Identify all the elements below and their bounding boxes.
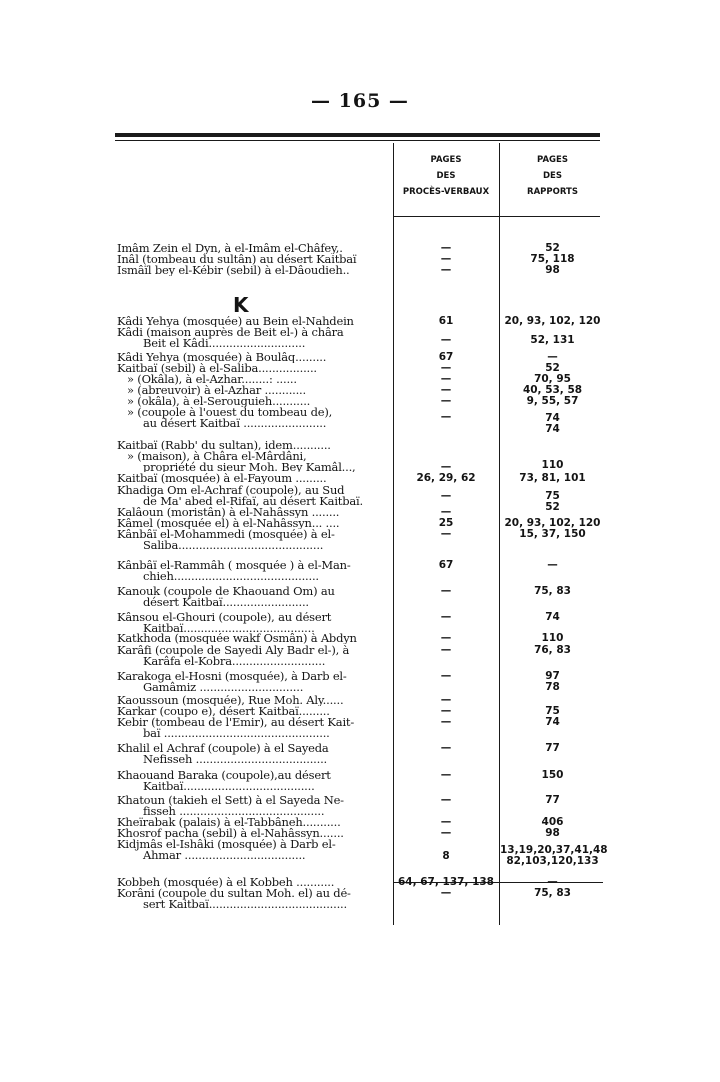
proces-verbaux-pages: — [440,506,452,518]
header-line: PAGES [430,155,462,165]
entry-line: Kânbâï el-Mohammedi (mosquée) à el- [117,529,335,541]
entry-line: au désert Kaitbaï ........................ [143,415,327,429]
index-entry [117,385,390,396]
entry-line: chieh.......................................... [143,568,319,582]
rapports-pages: 20, 93, 102, 120 [504,315,601,327]
entry-line: » (maison), à Châra el-Mârdâni, [127,448,307,463]
index-entry [117,363,390,374]
entry-line: Khaouand Baraka (coupole),au désert [117,770,331,782]
index-entry [117,485,390,507]
rapports-pages: 76, 83 [534,644,571,656]
rapports-pages: 52, 131 [530,334,575,346]
page-number: — 165 — [311,90,409,112]
index-entry [117,795,390,817]
proces-verbaux-pages: 26, 29, 62 [416,472,476,484]
index-entry [117,473,390,484]
index-entry [117,828,390,839]
entry-line: Kheïrabak (palais) à el-Tabbâneh........... [117,817,341,828]
header-line: DES [436,171,456,181]
entry-line: Beit el Kâdi............................ [143,335,306,349]
entry-line: Karâfi (coupole de Sayedi Aly Badr el-), à [117,645,350,657]
rapports-pages: 74 [545,422,560,435]
rapports-pages: 150 [541,769,564,781]
entry-line: Korâni (coupole du sultan Moh. el) au dé- [117,888,351,900]
entry-line: Khadiga Om el-Achraf (coupole), au Sud [117,485,345,497]
entry-line: Kaitbaï (sebil) à el-Saliba................. [117,363,317,374]
header-line: PAGES [537,155,568,165]
entry-line: Kânsou el-Ghouri (coupole), au désert [117,612,332,624]
entry-line: Khosrof pacha (sebil) à el-Nahâssyn....... [117,828,344,839]
index-entry [117,888,390,910]
index-entry [117,507,390,518]
rapports-pages: 406 [541,816,564,828]
entry-line: désert Kaitbaï......................... [143,594,309,608]
header-line: PROCÈS-VERBAUX [402,187,490,197]
entry-line: Kaitbaï (Rabb' du sultan), idem........... [117,440,331,452]
entry-line: Kobbeh (mosquée) à el Kobbeh ........... [117,877,335,888]
proces-verbaux-pages: — [440,264,452,276]
rapports-pages: 20, 93, 102, 120 [504,517,601,529]
rapports-pages: 97 [545,670,560,682]
rapports-pages: 78 [545,680,560,693]
proces-verbaux-pages: — [440,461,452,473]
index-entry [117,265,390,276]
rapports-pages: 82,103,120,133 [506,854,599,867]
entry-line: Ahmar ................................... [143,847,306,861]
index-entry [117,706,390,717]
header-line: DES [543,171,562,181]
index-entry [117,374,390,385]
index-entry [117,327,390,349]
index-entry [117,839,390,861]
index-entry [117,243,390,254]
proces-verbaux-pages: — [440,611,452,623]
index-entry [117,717,390,739]
entry-line: Karkar (coupo e), désert Kaitbaï......... [117,706,330,717]
proces-verbaux-pages: — [440,887,452,899]
rapports-pages: 52 [545,362,560,374]
entry-line: Gamâmiz .............................. [143,679,304,693]
entry-line: Kaitbaï...................................... [143,620,315,634]
rapports-pages: 98 [545,264,560,276]
index-entry [117,560,390,582]
entry-line: Kaitbaï...................................... [143,778,315,792]
entry-line: Karâfa el-Kobra........................... [143,653,326,667]
index-entry [117,695,390,706]
entry-line: Khatoun (takieh el Sett) à el Sayeda Ne- [117,795,344,807]
proces-verbaux-pages: — [440,742,452,754]
entry-line: de Ma' abed el-Rifaï, au désert Kaitbaï. [143,493,363,507]
entry-line: Kebir (tombeau de l'Emir), au désert Kait- [117,717,355,729]
proces-verbaux-pages: 67 [438,351,454,363]
rapports-pages: 13,19,20,37,41,48 [500,844,608,856]
proces-verbaux-pages: — [440,384,452,396]
proces-verbaux-pages: — [440,694,452,706]
proces-verbaux-pages: — [440,411,452,423]
entry-line: propriété du sieur Moh. Bey Kamâl..., [143,459,356,473]
entry-line: Imâm Zein el Dyn, à el-Imâm el-Châfey,. [117,243,343,254]
rapports-pages: 75, 118 [530,253,575,265]
proces-verbaux-pages: 8 [442,850,450,862]
proces-verbaux-pages: — [440,716,452,728]
index-entry [117,529,390,551]
index-entry [117,316,390,327]
proces-verbaux-pages: — [440,827,452,839]
entry-line: baï ................................................ [143,725,330,739]
rapports-pages: 40, 53, 58 [522,384,583,396]
index-entry [117,877,390,888]
index-entry [117,440,390,472]
index-entry [117,612,390,634]
rapports-pages: — [547,351,558,363]
proces-verbaux-pages: 67 [438,559,454,571]
index-entry [117,743,390,765]
rapports-pages: 52 [545,500,560,513]
proces-verbaux-pages: — [440,362,452,374]
rapports-pages: 74 [545,716,560,728]
index-entry [117,254,390,265]
entry-line: Khalil el Achraf (coupole) à el Sayeda [117,743,329,755]
proces-verbaux-pages: 61 [438,315,454,327]
rapports-pages: 9, 55, 57 [526,395,579,407]
entry-line: Katkhoda (mosquée wakf Osmân) à Abdyn [117,633,357,644]
entry-line: sert Kaitbaï........................................ [143,896,347,910]
rapports-pages: 77 [545,794,560,806]
rapports-pages: 77 [545,742,560,754]
index-entry [117,817,390,828]
index-entry [117,671,390,693]
entry-line: Saliba.......................................... [143,537,324,551]
rapports-pages: — [547,876,558,888]
rapports-pages: 52 [545,242,560,254]
proces-verbaux-pages: — [440,769,452,781]
proces-verbaux-pages: — [440,816,452,828]
entry-line: Kaitbaï (mosquée) à el-Fayoum ......... [117,473,327,484]
proces-verbaux-pages: — [440,670,452,682]
proces-verbaux-pages: — [440,585,452,597]
entry-line: Ismâïl bey el-Kébir (sebil) à el-Dâoudieh.. [117,265,350,276]
proces-verbaux-pages: 25 [438,517,454,529]
entry-line: Kaoussoun (mosquée), Rue Moh. Aly...... [117,695,344,706]
index-entry [117,633,390,644]
proces-verbaux-pages: — [440,528,452,540]
entry-line: » (abreuvoir) à el-Azhar ............ [127,385,306,396]
index-entry [117,586,390,608]
rapports-pages: 74 [545,412,560,424]
entry-line: Kidjmâs el-Ishâki (mosquée) à Darb el- [117,839,336,851]
index-entry [117,407,390,429]
entry-line: fisseh .......................................... [143,803,325,817]
proces-verbaux-pages: — [440,334,452,346]
rapports-pages: 75, 83 [534,887,571,899]
entry-line: Inâl (tombeau du sultân) au désert Kaitbaï [117,254,357,265]
proces-verbaux-pages: — [440,490,452,502]
entry-line: » (okâla), à el-Serouguieh........... [127,396,311,407]
rapports-pages: 75, 83 [534,585,571,597]
proces-verbaux-pages: — [440,373,452,385]
proces-verbaux-pages: — [440,705,452,717]
index-entry [117,770,390,792]
entry-line: Karakoga el-Hosni (mosquée), à Darb el- [117,671,347,683]
rapports-pages: 15, 37, 150 [519,528,586,540]
entry-line: Kâmel (mosquée el) à el-Nahâssyn... .... [117,518,340,529]
rapports-pages: 98 [545,827,560,839]
proces-verbaux-pages: — [440,395,452,407]
proces-verbaux-pages: — [440,242,452,254]
proces-verbaux-pages: — [440,644,452,656]
entry-line: Kâdi (maison auprès de Beit el-) à châra [117,327,344,339]
rapports-pages: — [547,559,558,571]
index-entry [117,645,390,667]
entry-line: Kalâoun (moristân) à el-Nahâssyn ........ [117,507,340,518]
proces-verbaux-pages: 64, 67, 137, 138 [398,876,494,888]
entry-line: » (Okâla), à el-Azhar........: ...... [127,374,297,385]
rapports-pages: 75 [545,705,560,717]
section-letter: K [233,293,249,317]
rapports-pages: 73, 81, 101 [519,472,586,484]
index-entry [117,396,390,407]
rapports-pages: 70, 95 [534,373,571,385]
entry-line: Kâdi Yehya (mosquée) au Bein el-Nahdein [117,316,354,327]
rapports-pages: 110 [541,632,564,644]
index-entry [117,518,390,529]
entry-line: Kâdi Yehya (mosquée) à Boulâq......... [117,352,327,363]
proces-verbaux-pages: — [440,794,452,806]
index-entry [117,352,390,363]
entry-line: » (coupole à l'ouest du tombeau de), [127,407,333,419]
entry-line: Kânbâï el-Rammâh ( mosquée ) à el-Man- [117,560,351,572]
rapports-pages: 74 [545,611,560,623]
entry-line: Nefisseh ...................................... [143,751,327,765]
rapports-pages: 75 [545,490,560,502]
entry-line: Kanouk (coupole de Khaouand Om) au [117,586,335,598]
proces-verbaux-pages: — [440,632,452,644]
header-line: RAPPORTS [527,187,578,197]
rapports-pages: 110 [541,459,564,471]
proces-verbaux-pages: — [440,253,452,265]
